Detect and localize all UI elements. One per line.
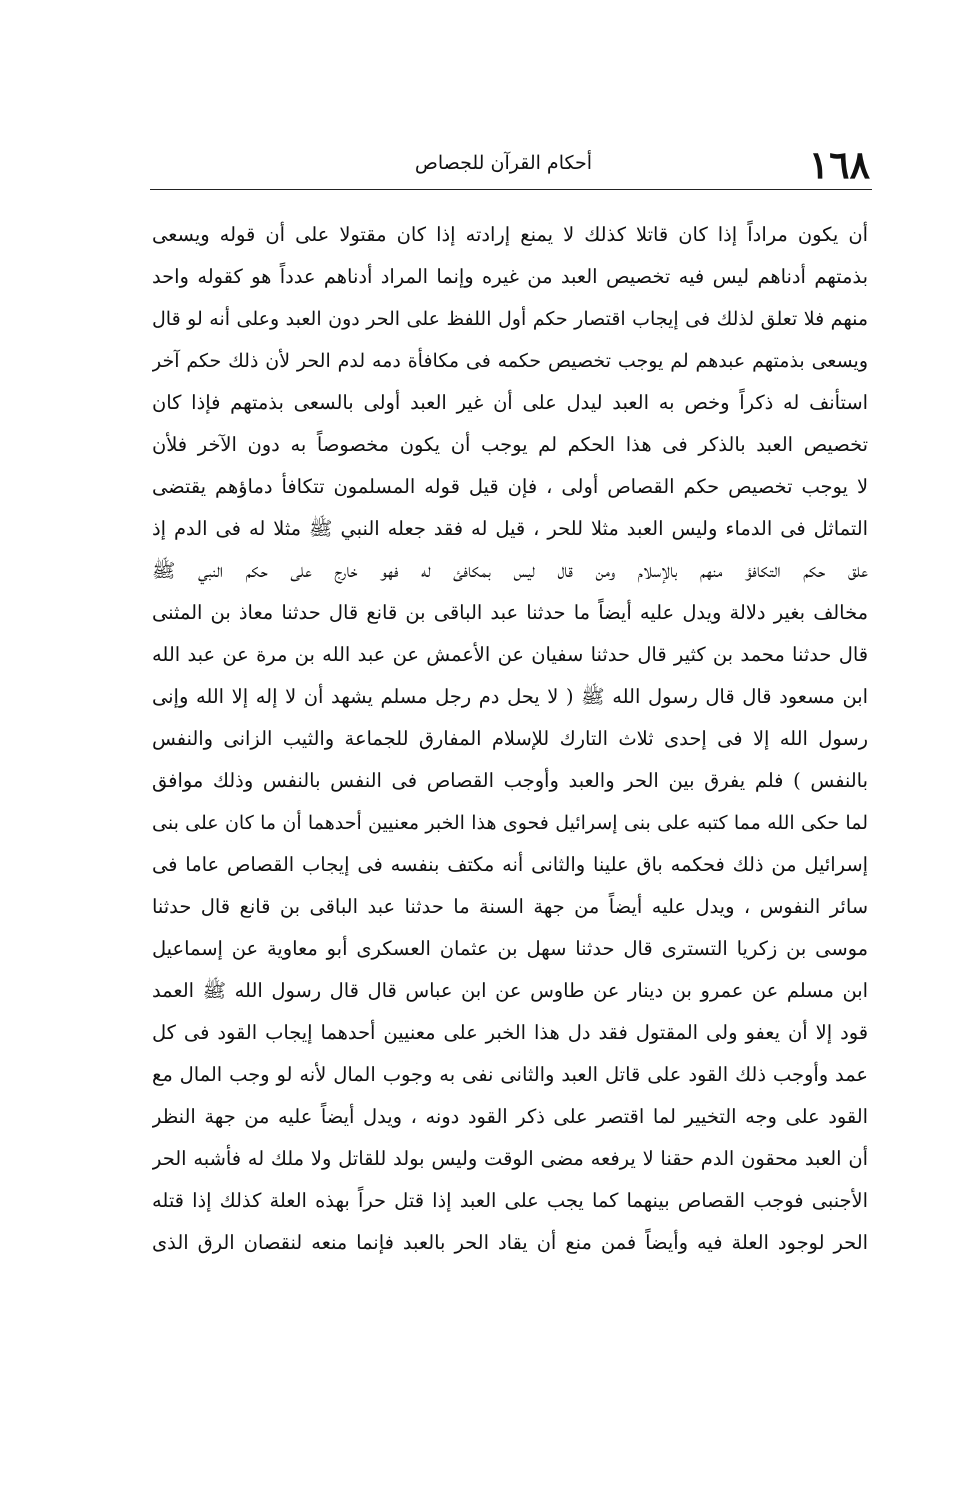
text-line: قود إلا أن يعفو ولى المقتول فقد دل هذا الخبر على معنيين أحدهما إيجاب القود فى كل (152, 1021, 868, 1044)
text-line: أن العبد محقون الدم حقنا لا يرفعه مضى الوقت وليس بولد للقاتل ولا ملك له فأشبه الحر (152, 1147, 868, 1170)
text-line: بذمتهم أدناهم ليس فيه تخصيص العبد من غيره وإنما المراد أدناهم عدداً هو كقوله واحد (152, 265, 868, 288)
text-line: موسى بن زكريا التسترى قال حدثنا سهل بن عثمان العسكرى أبو معاوية عن إسماعيل (152, 937, 868, 960)
text-line: لما حكى الله مما كتبه على بنى إسرائيل فحوى هذا الخبر معنيين أحدهما أن ما كان على بنى (152, 812, 868, 834)
text-line: استأنف له ذكراً وخص به العبد ليدل على أن غير العبد أولى بالسعى بذمتهم فإذا كان (152, 391, 868, 414)
text-line: منهم فلا تعلق لذلك فى إيجاب اقتصار حكم أول اللفظ على الحر دون العبد وعلى أنه لو قال (152, 308, 868, 330)
text-line: سائر النفوس ، ويدل عليه أيضاً من جهة السنة ما حدثنا عبد الباقى بن قانع قال حدثنا (152, 895, 868, 918)
text-line: ابن مسلم عن عمرو بن دينار عن طاوس عن ابن عباس قال قال رسول الله ﷺ العمد (152, 979, 868, 1002)
header-rule (150, 189, 872, 190)
body-text (152, 214, 868, 1264)
text-line: إسرائيل من ذلك فحكمه باق علينا والثانى أنه مكتف بنفسه فى إيجاب القصاص عاما فى (152, 853, 868, 876)
text-line: علق حكم التكافؤ منهم بالإسلام ومن قال ليس بمكافئ له فهو خارج على حكم النبي ﷺ (152, 559, 868, 582)
text-line: ابن مسعود قال قال رسول الله ﷺ ( لا يحل دم رجل مسلم يشهد أن لا إله إلا الله وإنى (152, 685, 868, 708)
text-line: رسول الله إلا فى إحدى ثلاث التارك للإسلام المفارق للجماعة والثيب الزانى والنفس (152, 727, 868, 750)
text-line: الأجنبى فوجب القصاص بينهما كما يجب على العبد إذا قتل حراً بهذه العلة كذلك إذا قتله (152, 1189, 868, 1212)
text-line: عمد وأوجب ذلك القود على قاتل العبد والثانى نفى به وجوب المال لأنه لو وجب المال مع (152, 1063, 868, 1086)
text-line: أن يكون مراداً إذا كان قاتلا كذلك لا يمنع إرادته إذا كان مقتولا على أن قوله ويسعى (152, 223, 868, 246)
running-title: أحكام القرآن للجصاص (414, 152, 592, 174)
text-line: قال حدثنا محمد بن كثير قال حدثنا سفيان عن الأعمش عن عبد الله بن مرة عن عبد الله (152, 643, 868, 666)
text-line: بالنفس ) فلم يفرق بين الحر والعبد وأوجب القصاص فى النفس بالنفس وذلك موافق (152, 769, 868, 792)
text-line: القود على وجه التخيير لما اقتصر على ذكر القود دونه ، ويدل أيضاً عليه من جهة النظر (152, 1105, 868, 1128)
page-number: ١٦٨ (808, 142, 870, 187)
text-line: الحر لوجود العلة فيه وأيضاً فمن منع أن يقاد الحر بالعبد فإنما منعه لنقصان الرق الذى (152, 1231, 868, 1254)
text-line: تخصيص العبد بالذكر فى هذا الحكم لم يوجب أن يكون مخصوصاً به دون الآخر فلأن (152, 433, 868, 456)
text-line: ويسعى بذمتهم عبدهم لم يوجب تخصيص حكمه فى مكافأة دمه لدم الحر لأن ذلك حكم آخر (152, 350, 868, 372)
page-header (150, 142, 870, 188)
text-line: التماثل فى الدماء وليس العبد مثلا للحر ، قيل له فقد جعله النبي ﷺ مثلا له فى الدم إذ (152, 517, 868, 540)
text-line: مخالف بغير دلالة ويدل عليه أيضاً ما حدثنا عبد الباقى بن قانع قال حدثنا معاذ بن المثنى (152, 601, 868, 624)
text-line: لا يوجب تخصيص حكم القصاص أولى ، فإن قيل قوله المسلمون تتكافأ دماؤهم يقتضى (152, 475, 868, 498)
